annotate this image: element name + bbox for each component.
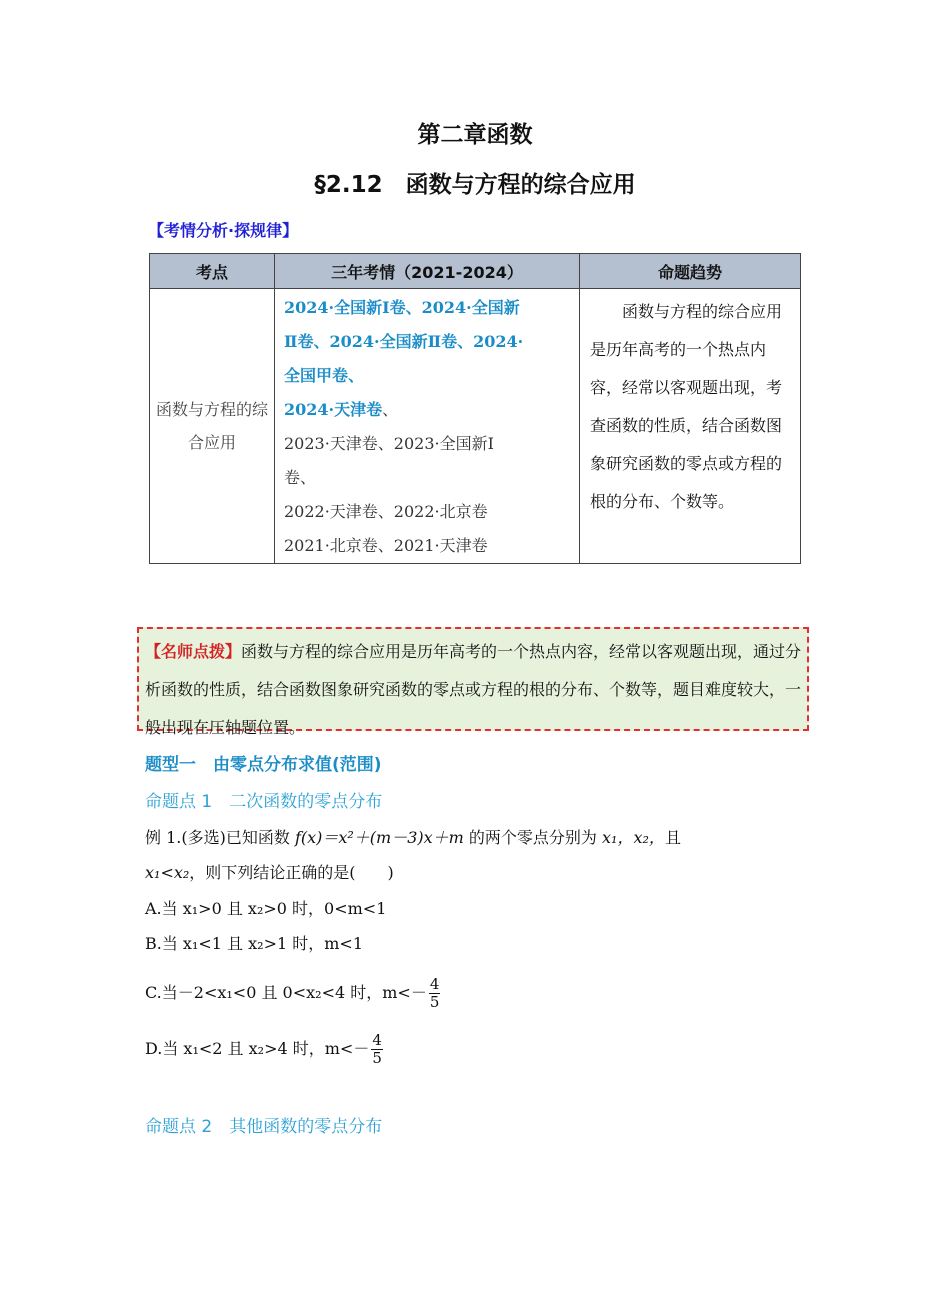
example-line-1 bbox=[145, 825, 681, 848]
years-line: 2023·天津卷、2023·全国新Ⅰ bbox=[284, 434, 494, 453]
fraction-numerator: 4 bbox=[429, 975, 440, 993]
example-question: ，则下列结论正确的是( ) bbox=[189, 863, 394, 882]
option-a: A.当 x₁>0 且 x₂>0 时，0<m<1 bbox=[145, 899, 387, 918]
section-title: §2.12 函数与方程的综合应用 bbox=[314, 172, 636, 198]
years-line: Ⅱ卷、2024·全国新Ⅱ卷、2024· bbox=[284, 332, 524, 351]
analysis-label: 【考情分析·探规律】 bbox=[148, 221, 299, 240]
proposition-heading-2: 命题点 2 其他函数的零点分布 bbox=[145, 1117, 383, 1137]
years-line: 2024·全国新Ⅰ卷、2024·全国新 bbox=[284, 298, 520, 317]
function-formula: f(x)＝x²＋(m－3)x＋m bbox=[294, 828, 464, 847]
fraction bbox=[371, 1032, 383, 1067]
years-line: 2021·北京卷、2021·天津卷 bbox=[284, 536, 488, 555]
column-header-trend: 命题趋势 bbox=[580, 254, 801, 289]
fraction-denominator: 5 bbox=[429, 993, 440, 1011]
years-cell bbox=[275, 289, 580, 564]
years-line: 全国甲卷、 bbox=[284, 366, 365, 385]
zero-x1: x₁， bbox=[602, 828, 634, 847]
column-header-topic: 考点 bbox=[150, 254, 275, 289]
tip-text: 函数与方程的综合应用是历年高考的一个热点内容，经常以客观题出现，通过分析函数的性质，结合函数图象研究函数的零点或方程的根的分布、个数等，题目难度较大，一般出现在压轴题位置。 bbox=[145, 642, 802, 737]
years-line: 2022·天津卷、2022·北京卷 bbox=[284, 502, 488, 521]
column-header-years: 三年考情（2021-2024） bbox=[275, 254, 580, 289]
option-d-text: D.当 x₁<2 且 x₂>4 时，m<－ bbox=[145, 1039, 370, 1058]
fraction-denominator: 5 bbox=[372, 1049, 382, 1067]
tip-label: 【名师点拨】 bbox=[145, 642, 242, 661]
fraction bbox=[429, 976, 441, 1011]
question-type-heading: 题型一 由零点分布求值(范围) bbox=[145, 755, 382, 775]
example-line-2 bbox=[145, 860, 394, 883]
example-prefix: 例 1.(多选)已知函数 bbox=[145, 828, 295, 847]
option-c bbox=[145, 976, 440, 1011]
years-suffix: 、 bbox=[382, 400, 399, 419]
years-highlight: 2024·天津卷 bbox=[284, 400, 383, 419]
proposition-heading-1: 命题点 1 二次函数的零点分布 bbox=[145, 792, 383, 812]
example-middle: 的两个零点分别为 bbox=[463, 828, 603, 847]
topic-cell: 函数与方程的综合应用 bbox=[150, 289, 275, 564]
teacher-tip-box bbox=[137, 627, 809, 737]
years-line: 卷、 bbox=[284, 468, 317, 487]
condition: x₁<x₂ bbox=[145, 863, 190, 882]
years-line bbox=[284, 393, 573, 427]
zero-x2: x₂， bbox=[633, 828, 665, 847]
option-c-text: C.当－2<x₁<0 且 0<x₂<4 时，m<－ bbox=[145, 983, 427, 1002]
exam-analysis-table bbox=[149, 253, 801, 564]
option-b: B.当 x₁<1 且 x₂>1 时，m<1 bbox=[145, 934, 363, 953]
example-tail: 且 bbox=[664, 828, 681, 847]
chapter-title: 第二章函数 bbox=[417, 122, 533, 148]
option-d bbox=[145, 1032, 383, 1067]
fraction-numerator: 4 bbox=[372, 1031, 382, 1049]
trend-cell: 函数与方程的综合应用是历年高考的一个热点内容，经常以客观题出现，考查函数的性质，结合函数图象研究函数的零点或方程的根的分布、个数等。 bbox=[580, 289, 801, 564]
